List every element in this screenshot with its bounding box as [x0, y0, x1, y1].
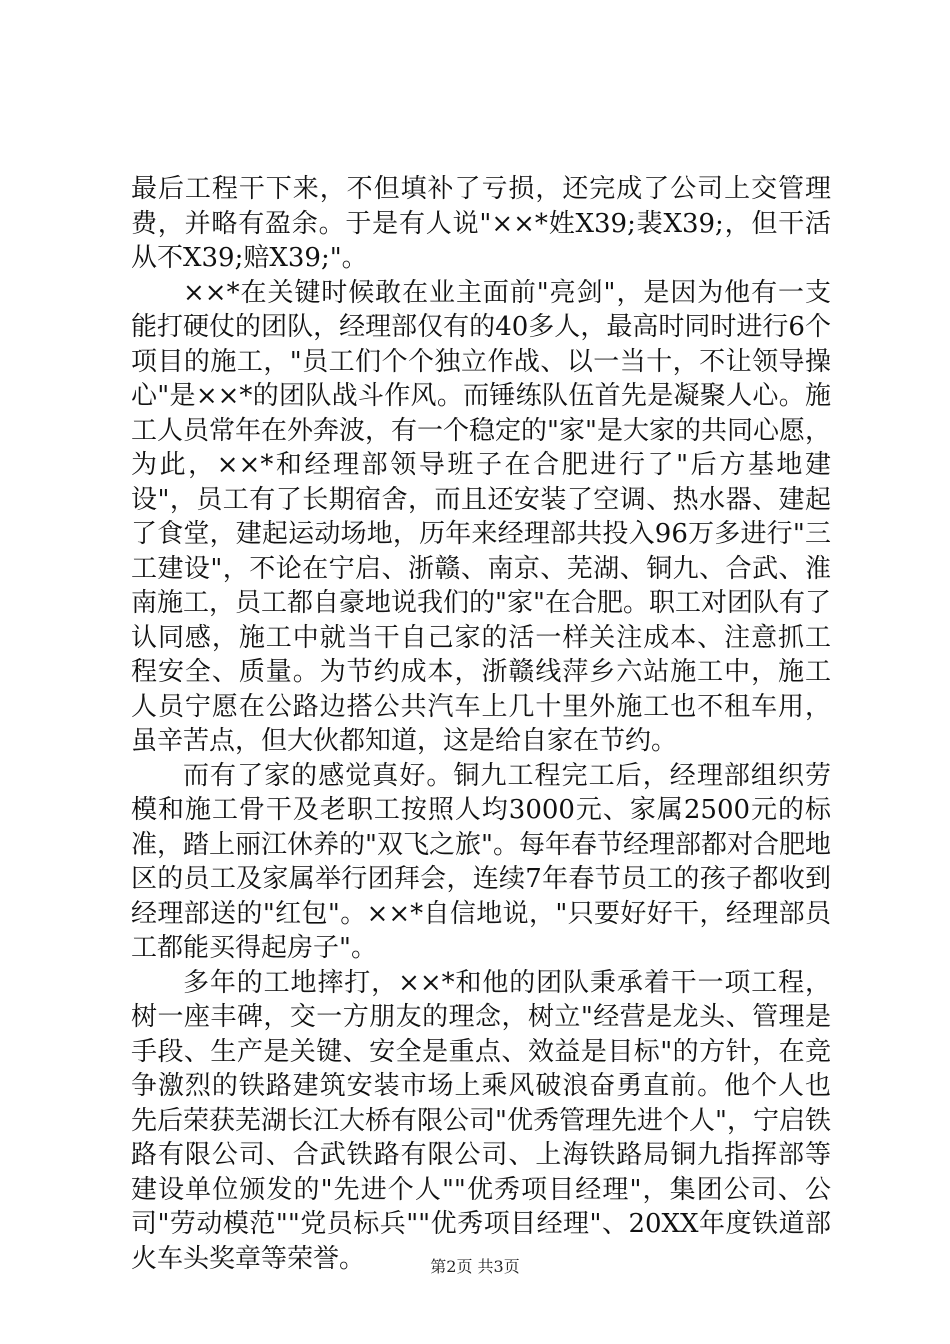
- paragraph-2: ××*在关键时候敢在业主面前"亮剑"，是因为他有一支能打硬仗的团队，经理部仅有的40多人，最高时同时进行6个项目的施工，"员工们个个独立作战、以一当十，不让领导操心"是××*的团队战斗作风。而锤练队伍首先是凝聚人心。施工人员常年在外奔波，有一个稳定的"家"是大家的共同心愿，为此，××*和经理部领导班子在合肥进行了"后方基地建设"，员工有了长期宿舍，而且还安装了空调、热水器、建起了食堂，建起运动场地，历年来经理部共投入96万多进行"三工建设"，不论在宁启、浙赣、南京、芜湖、铜九、合武、淮南施工，员工都自豪地说我们的"家"在合肥。职工对团队有了认同感，施工中就当干自己家的活一样关注成本、注意抓工程安全、质量。为节约成本，浙赣线萍乡六站施工中，施工人员宁愿在公路边搭公共汽车上几十里外施工也不租车用，虽辛苦点，但大伙都知道，这是给自家在节约。: [131, 277, 831, 756]
- page-footer: 第2页 共3页: [430, 1257, 520, 1276]
- document-body: [131, 172, 831, 1276]
- paragraph-4: 多年的工地摔打，××*和他的团队秉承着干一项工程，树一座丰碑，交一方朋友的理念，树立"经营是龙头、管理是手段、生产是关键、安全是重点、效益是目标"的方针，在竞争激烈的铁路建筑安装市场上乘风破浪奋勇直前。他个人也先后荣获芜湖长江大桥有限公司"优秀管理先进个人"，宁启铁路有限公司、合武铁路有限公司、上海铁路局铜九指挥部等建设单位颁发的"先进个人""优秀项目经理"，集团公司、公司"劳动模范""党员标兵""优秀项目经理"、20XX年度铁道部火车头奖章等荣誉。: [131, 967, 831, 1274]
- paragraph-3: 而有了家的感觉真好。铜九工程完工后，经理部组织劳模和施工骨干及老职工按照人均3000元、家属2500元的标准，踏上丽江休养的"双飞之旅"。每年春节经理部都对合肥地区的员工及家属举行团拜会，连续7年春节员工的孩子都收到经理部送的"红包"。××*自信地说，"只要好好干，经理部员工都能买得起房子"。: [131, 760, 831, 963]
- paragraph-1: 最后工程干下来，不但填补了亏损，还完成了公司上交管理费，并略有盈余。于是有人说"××*姓X39;裴X39;，但干活从不X39;赔X39;"。: [131, 174, 831, 273]
